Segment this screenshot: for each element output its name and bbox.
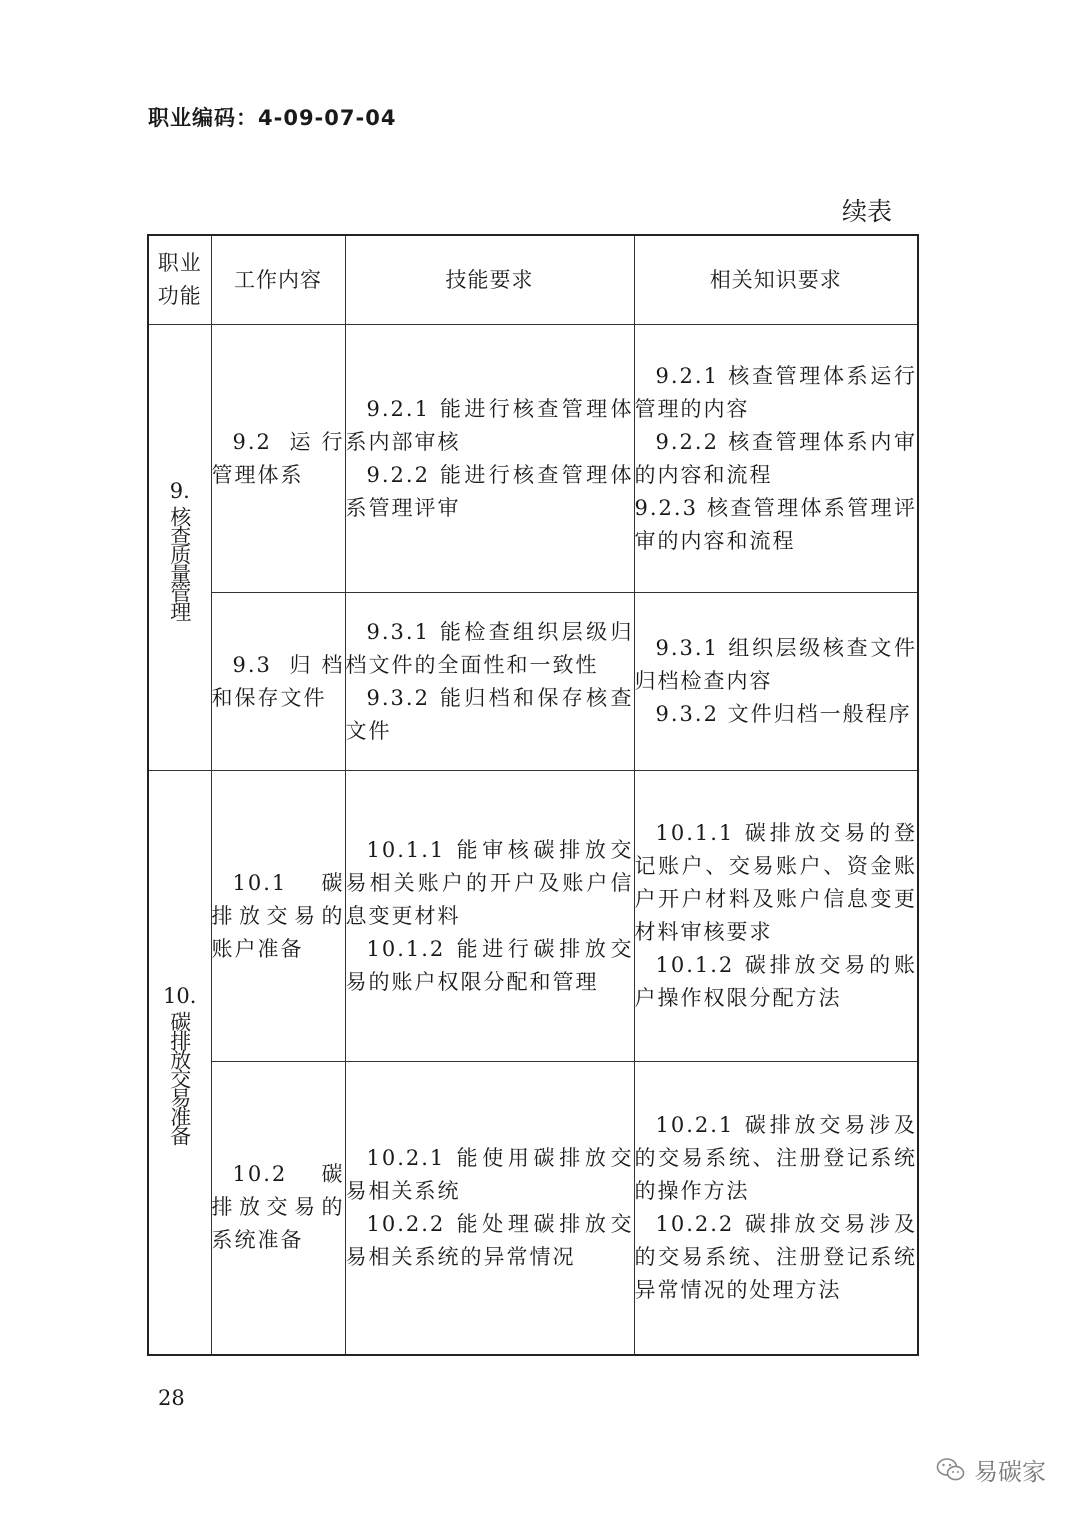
skill-item: 10.1.1 能审核碳排放交易相关账户的开户及账户信息变更材料 [345,837,634,928]
work-text: 10.1 碳排放交易的账户准备 [211,870,345,961]
knowledge-item: 9.2.3 核查管理体系管理评审的内容和流程 [634,495,917,553]
knowledge-cell [634,593,918,771]
function-cell [148,325,211,771]
table-row [148,771,918,1062]
work-cell [211,325,345,593]
header-function: 职业功能 [148,235,211,325]
skill-item: 9.2.1 能进行核查管理体系内部审核 [345,396,634,454]
header-skill: 技能要求 [345,235,634,325]
table-header-row [148,235,918,325]
knowledge-item: 9.3.2 文件归档一般程序 [655,702,912,726]
work-text: 10.2 碳排放交易的系统准备 [211,1162,345,1253]
knowledge-item: 10.2.2 碳排放交易涉及的交易系统、注册登记系统异常情况的处理方法 [634,1211,917,1302]
work-cell [211,593,345,771]
skill-cell [345,1062,634,1355]
skill-item: 10.2.1 能使用碳排放交易相关系统 [345,1145,634,1203]
skills-table [147,234,919,1356]
header-knowledge: 相关知识要求 [634,235,918,325]
work-cell [211,771,345,1062]
knowledge-item: 10.2.1 碳排放交易涉及的交易系统、注册登记系统的操作方法 [634,1112,917,1203]
work-text: 9.2 运行管理体系 [211,429,345,487]
knowledge-cell [634,325,918,593]
knowledge-item: 9.2.2 核查管理体系内审的内容和流程 [634,429,917,487]
skill-cell [345,771,634,1062]
knowledge-cell [634,771,918,1062]
continued-label: 续表 [841,197,892,226]
knowledge-cell [634,1062,918,1355]
header-work: 工作内容 [211,235,345,325]
watermark-text: 易碳家 [974,1458,1046,1486]
skill-item: 9.3.1 能检查组织层级归档文件的全面性和一致性 [345,619,634,677]
wechat-icon [936,1457,966,1483]
skill-item: 9.2.2 能进行核查管理体系管理评审 [345,462,634,520]
work-text: 9.3 归档和保存文件 [211,652,345,710]
skill-item: 10.1.2 能进行碳排放交易的账户权限分配和管理 [345,936,634,994]
function-name: 核查质量管理 [167,505,192,620]
function-number: 10. [163,983,197,1008]
table-row [148,1062,918,1355]
function-name: 碳排放交易准备 [167,1010,192,1144]
watermark [936,1452,1046,1487]
work-cell [211,1062,345,1355]
knowledge-item: 9.3.1 组织层级核查文件归档检查内容 [634,636,917,693]
table-row [148,593,918,771]
skill-item: 9.3.2 能归档和保存核查文件 [345,685,634,743]
knowledge-item: 10.1.1 碳排放交易的登记账户、交易账户、资金账户开户材料及账户信息变更材料审核要求 [634,821,917,944]
skill-cell [345,593,634,771]
function-cell [148,771,211,1355]
skill-cell [345,325,634,593]
occupation-code: 职业编码：4-09-07-04 [148,106,397,130]
table-row [148,325,918,593]
knowledge-item: 10.1.2 碳排放交易的账户操作权限分配方法 [634,953,917,1010]
knowledge-item: 9.2.1 核查管理体系运行管理的内容 [634,363,917,421]
function-number: 9. [169,478,190,503]
skill-item: 10.2.2 能处理碳排放交易相关系统的异常情况 [345,1211,634,1269]
page-number: 28 [158,1386,185,1410]
